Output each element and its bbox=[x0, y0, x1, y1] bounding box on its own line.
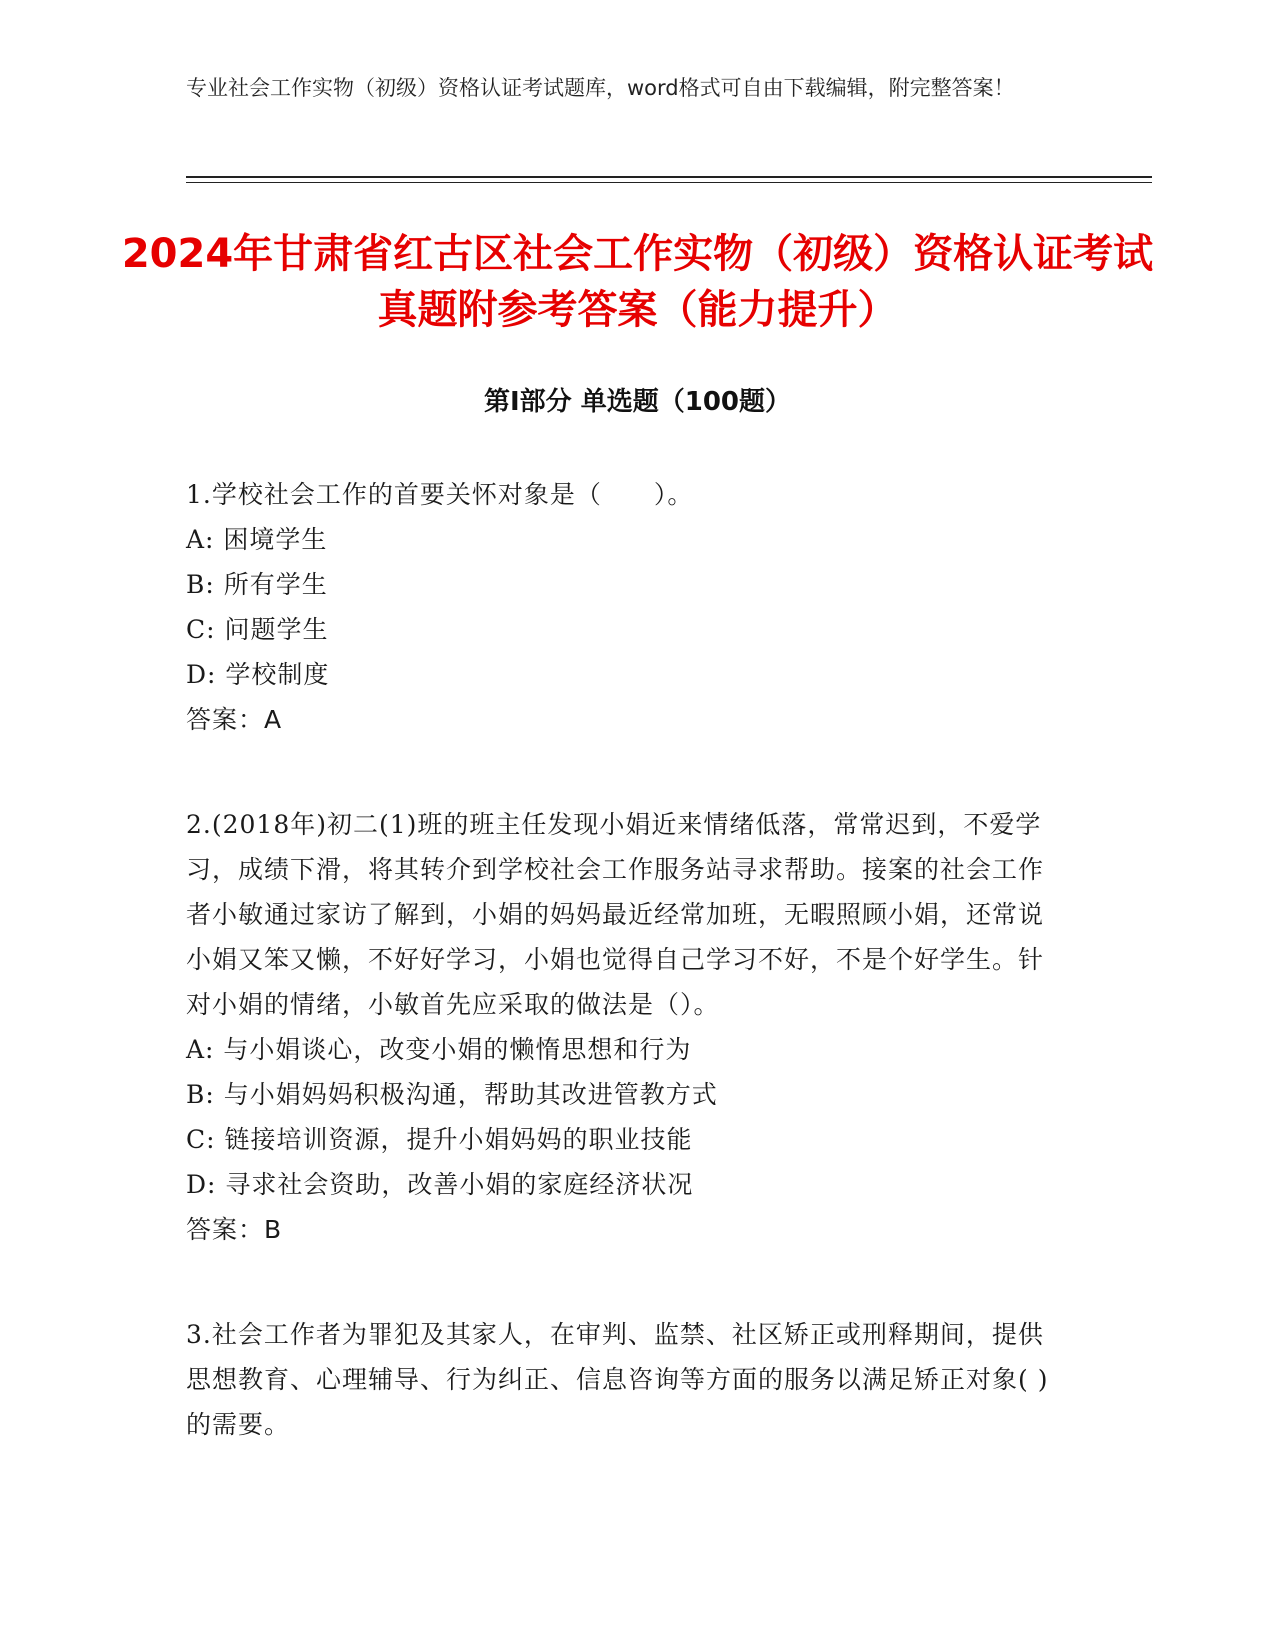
option-b: B: 所有学生 bbox=[186, 570, 328, 599]
section-heading: 第I部分 单选题（100题） bbox=[484, 387, 791, 417]
header-divider-thin bbox=[186, 182, 1152, 183]
document-title: 2024年甘肃省红古区社会工作实物（初级）资格认证考试真题附参考答案（能力提升） bbox=[121, 231, 1154, 333]
option-d: D: 学校制度 bbox=[186, 660, 330, 689]
question-2 bbox=[186, 802, 1066, 1252]
question-3 bbox=[186, 1312, 1066, 1447]
option-a: A: 与小娟谈心，改变小娟的懒惰思想和行为 bbox=[186, 1035, 692, 1064]
option-a: A: 困境学生 bbox=[186, 525, 328, 554]
header-divider-thick bbox=[186, 176, 1152, 178]
option-d: D: 寻求社会资助，改善小娟的家庭经济状况 bbox=[186, 1170, 694, 1199]
option-b: B: 与小娟妈妈积极沟通，帮助其改进管教方式 bbox=[186, 1080, 718, 1109]
question-list bbox=[186, 472, 1066, 1447]
spacer bbox=[186, 742, 1066, 802]
question-text: 1.学校社会工作的首要关怀对象是（ ）。 bbox=[186, 480, 694, 509]
header-note: 专业社会工作实物（初级）资格认证考试题库，word格式可自由下载编辑，附完整答案！ bbox=[186, 76, 1015, 100]
question-1 bbox=[186, 472, 1066, 742]
question-text: 2.(2018年)初二(1)班的班主任发现小娟近来情绪低落，常常迟到，不爱学习，成绩下滑，将其转介到学校社会工作服务站寻求帮助。接案的社会工作者小敏通过家访了解到，小娟的妈妈最近经常加班，无暇照顾小娟，还常说小娟又笨又懒，不好好学习，小娟也觉得自己学习不好，不是个好学生。针对小娟的情绪，小敏首先应采取的做法是（）。 bbox=[186, 810, 1045, 1019]
option-c: C: 问题学生 bbox=[186, 615, 329, 644]
spacer bbox=[186, 1252, 1066, 1312]
answer: 答案：B bbox=[186, 1215, 283, 1244]
answer: 答案：A bbox=[186, 705, 283, 734]
question-text: 3.社会工作者为罪犯及其家人，在审判、监禁、社区矫正或刑释期间，提供思想教育、心理辅导、行为纠正、信息咨询等方面的服务以满足矫正对象( )的需要。 bbox=[186, 1320, 1049, 1439]
option-c: C: 链接培训资源，提升小娟妈妈的职业技能 bbox=[186, 1125, 693, 1154]
